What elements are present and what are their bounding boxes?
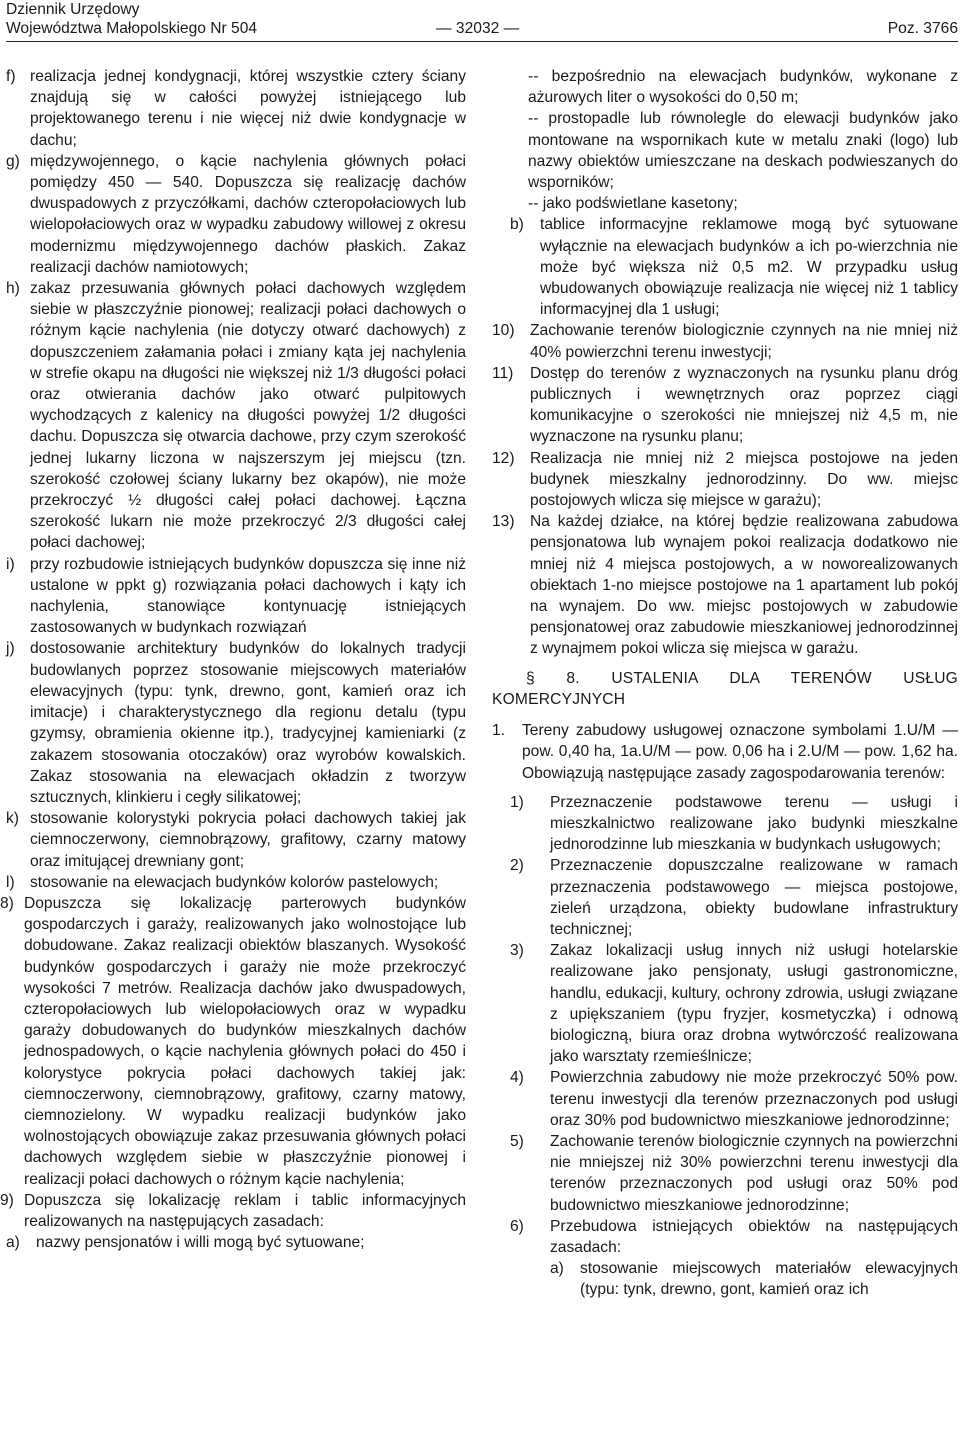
item-label: 1) (510, 793, 524, 811)
item-text: Dopuszcza się lokalizację reklam i tablic informacyjnych realizowanych na następujących zasadach: (24, 1191, 466, 1230)
journal-issue: Województwa Małopolskiego Nr 504 (6, 20, 258, 37)
numbered-item (492, 1067, 958, 1131)
item-label: i) (6, 555, 15, 573)
list-item (6, 151, 466, 278)
numbered-item (492, 940, 958, 1067)
item-label: 6) (510, 1217, 524, 1235)
right-column (492, 66, 958, 1301)
item-label: g) (6, 152, 20, 170)
item-label: a) (550, 1260, 564, 1278)
item-text: nazwy pensjonatów i willi mogą być sytuowane; (36, 1234, 365, 1252)
dash-item: -- jako podświetlane kasetony; (528, 195, 738, 213)
item-text: zakaz przesuwania głównych połaci dachowych względem siebie w płaszczyźnie pionowej; realizacji połaci dachowych o różnym kącie nachylenia (nie dotyczy otwarć dachowych) z dopuszczeniem załamania połaci i zmiany kąta jej nachylenia w strefie okapu na długości nie większej niż 1/3 długości połaci oraz otwierania dachów jako otwarć pulpitowych wychodzących z kalenicy na długości powyżej 1/2 długości dachu. Dopuszcza się otwarcia dachowe, przy czym szerokość jednej lukarny liczona w najszerszym jej miejscu (tzn. szerokość czołowej ściany lukarny bez okapów), nie może przekroczyć ½ długości całej połaci dachowej. Łączna szerokość lukarn nie może przekroczyć 2/3 długości całej połaci dachowej; (30, 280, 466, 552)
item-text: Zakaz lokalizacji usług innych niż usługi hotelarskie realizowane jako pensjonaty, usługi gastronomiczne, handlu, edukacji, kultury, ochrony zdrowia, usługi związane z upiększaniem (typu fryzjer, kosmetyczka) i odnową biologiczną, biura oraz drobna wytwórczość realizowana jako warsztaty rzemieślnicze; (550, 942, 958, 1066)
item-label: 3) (510, 942, 524, 960)
item-label: 10) (492, 322, 515, 340)
numbered-item (0, 893, 466, 1190)
list-item (6, 554, 466, 639)
item-text: tablice informacyjne reklamowe mogą być sytuowane wyłącznie na elewacjach budynków a ich po-wierzchnia nie może być większa niż 0,5 m2. W przypadku usług wbudowanych obowiązuje realizacja nie więcej niż 1 tablicy informacyjnej dla 1 usługi; (540, 216, 958, 319)
item-label: 1. (492, 722, 506, 740)
item-text: Powierzchnia zabudowy nie może przekroczyć 50% pow. terenu inwestycji dla terenów przeznaczonych pod usługi oraz 30% pod budownictwo mieszkaniowe jednorodzinne; (550, 1069, 958, 1129)
numbered-item (492, 792, 958, 856)
item-text: Dostęp do terenów z wyznaczonych na rysunku planu dróg publicznych i wewnętrznych oraz poprzez ciągi komunikacyjne o szerokości nie mniejszej niż 4,5 m, nie wyznaczone na rysunku planu; (530, 364, 958, 446)
item-label: k) (6, 810, 19, 828)
item-text: Na każdej działce, na której będzie realizowana zabudowa pensjonatowa lub wynajem pokoi realizacja dodatkowo nie mniej niż 4 miejsca postojowych, a w noworealizowanych obiektach 1-no miejsce postojowe na 1 apartament lub pokój na wynajem. Do ww. miejsc postojowych w zabudowie pensjonatowej oraz zabudowie mieszkaniowej jednorodzinnej z wynajmem pokoi wlicza się miejsca w garażu. (530, 513, 958, 658)
item-label: 13) (492, 513, 515, 531)
numbered-item (492, 720, 958, 784)
position-number: Poz. 3766 (887, 20, 958, 37)
item-text: Przebudowa istniejących obiektów na następujących zasadach: (550, 1217, 958, 1256)
section-heading: § 8. USTALENIA DLA TERENÓW USŁUG KOMERCYJNYCH (492, 669, 958, 708)
item-label: 8) (0, 894, 14, 912)
page-header (6, 0, 960, 44)
list-item (6, 638, 466, 808)
item-label: b) (510, 216, 524, 234)
item-text: Przeznaczenie dopuszczalne realizowane w ramach przeznaczenia podstawowego — miejsca postojowe, zieleń urządzona, obiekty budowlane infrastruktury technicznej; (550, 857, 958, 938)
item-text: międzywojennego, o kącie nachylenia głównych połaci pomiędzy 450 — 540. Dopuszcza się realizację dachów dwuspadowych z przyczółkami, dachów czteropołaciowych lub wielopołaciowych oraz w wypadku zabudowy willowej z okresu modernizmu międzywojennego dachów płaskich. Zakaz realizacji dachów namiotowych; (30, 152, 466, 276)
item-label: 9) (0, 1191, 14, 1209)
item-text: Tereny zabudowy usługowej oznaczone symbolami 1.U/M — pow. 0,40 ha, 1a.U/M — pow. 0,06 ha i 2.U/M — pow. 1,62 ha. Obowiązują następujące zasady zagospodarowania terenów: (522, 722, 958, 782)
item-text: Dopuszcza się lokalizację parterowych budynków gospodarczych i garaży, realizowanych jako wolnostojące lub dobudowane. Zakaz realizacji obiektów blaszanych. Wysokość budynków gospodarczych i garaży nie może przekroczyć wysokości 7 metrów. Realizacja dachów jako dwuspadowych, czteropołaciowych lub wielopołaciowych oraz w wypadku garaży dobudowanych do budynków mieszkalnych dachów jednospadowych, o kącie nachylenia głównych połaci do 450 i kolorystyce pokrycia połaci dachowych takiej jak: ciemnoczerwony, ciemnobrązowy, grafitowy, czarny matowy, ciemnozielony. W wypadku realizacji budynków jako wolnostojących obowiązuje zakaz przesuwania głównych połaci dachowych względem siebie w płaszczyźnie pionowej i realizacji połaci dachowych o różnym kącie nachylenia; (24, 894, 466, 1188)
item-text: dostosowanie architektury budynków do lokalnych tradycji budowlanych poprzez stosowanie miejscowych materiałów elewacyjnych (typu: tynk, drewno, gont, kamień oraz ich imitacje) i charakterystycznego dla regionu detalu (typu gzymsy, obramienia okienne itp.), tradycyjnej kamieniarki (z zakazem stosowania otoczaków) oraz wyrobów kowalskich. Zakaz stosowania na elewacjach okładzin z tworzyw sztucznych, klinkieru i cegły silikatowej; (30, 640, 466, 806)
header-divider (6, 41, 958, 42)
numbered-item (492, 511, 958, 659)
item-label: 2) (510, 857, 524, 875)
item-text: Przeznaczenie podstawowe terenu — usługi i mieszkalnictwo realizowane jako budynki mieszkalne jednorodzinne lub mieszkania w budynkach usługowych; (550, 793, 958, 854)
list-item (6, 872, 466, 893)
numbered-item (0, 1190, 466, 1232)
numbered-item (492, 320, 958, 362)
dash-item: -- bezpośrednio na elewacjach budynków, wykonane z ażurowych liter o wysokości do 0,50 m; (528, 68, 958, 107)
list-item (6, 278, 466, 554)
dash-item: -- prostopadle lub równolegle do elewacji budynków jako montowane na wspornikach kute w metalu znaki (logo) lub nazwy obiektów umieszczane na deskach podwieszanych do wsporników; (528, 110, 958, 192)
list-item (6, 66, 466, 151)
list-item (6, 1232, 466, 1253)
item-label: l) (6, 873, 15, 891)
numbered-item (492, 1216, 958, 1258)
list-item (6, 808, 466, 872)
numbered-item (492, 855, 958, 940)
numbered-item (492, 1131, 958, 1216)
item-label: a) (6, 1234, 20, 1252)
item-text: Zachowanie terenów biologicznie czynnych na nie mniej niż 40% powierzchni terenu inwestycji; (530, 322, 958, 361)
item-text: stosowanie kolorystyki pokrycia połaci dachowych takiej jak ciemnoczerwony, ciemnobrązowy, grafitowy, czarny matowy oraz imitującej drewniany gont; (30, 810, 466, 870)
item-label: 4) (510, 1069, 524, 1087)
item-text: stosowanie na elewacjach budynków kolorów pastelowych; (30, 873, 439, 891)
list-item (492, 214, 958, 320)
spacer (492, 784, 958, 792)
item-label: j) (6, 640, 15, 658)
item-label: 5) (510, 1132, 524, 1150)
item-text: stosowanie miejscowych materiałów elewacyjnych (typu: tynk, drewno, gont, kamień oraz ich (580, 1260, 958, 1299)
left-column (0, 66, 466, 1253)
numbered-item (492, 448, 958, 512)
journal-title: Dziennik Urzędowy (6, 1, 140, 18)
item-text: realizacja jednej kondygnacji, której wszystkie cztery ściany znajdują się w całości powyżej istniejącego lub projektowanego terenu i nie więcej niż dwie kondygnacje w dachu; (30, 68, 466, 149)
item-text: przy rozbudowie istniejących budynków dopuszcza się inne niż ustalone w ppkt g) rozwiązania połaci dachowych i kąty ich nachylenia, stanowiące kontynuację istniejących zastosowanych w budynkach rozwiązań (30, 555, 466, 637)
list-item (492, 1258, 958, 1300)
item-label: 11) (492, 364, 514, 382)
page-number: — 32032 — (436, 20, 520, 37)
item-label: 12) (492, 449, 515, 467)
item-label: f) (6, 68, 16, 85)
item-text: Zachowanie terenów biologicznie czynnych na powierzchni nie mniejszej niż 30% powierzchni terenu inwestycji dla terenów przeznaczonych pod usługi oraz 50% pod budownictwo mieszkaniowe jednorodzinne; (550, 1132, 958, 1214)
item-text: Realizacja nie mniej niż 2 miejsca postojowe na jeden budynek mieszkalny jednorodzinny. Do ww. miejsc postojowych wlicza się miejsce w garażu); (530, 449, 958, 510)
numbered-item (492, 363, 958, 448)
item-label: h) (6, 280, 20, 298)
